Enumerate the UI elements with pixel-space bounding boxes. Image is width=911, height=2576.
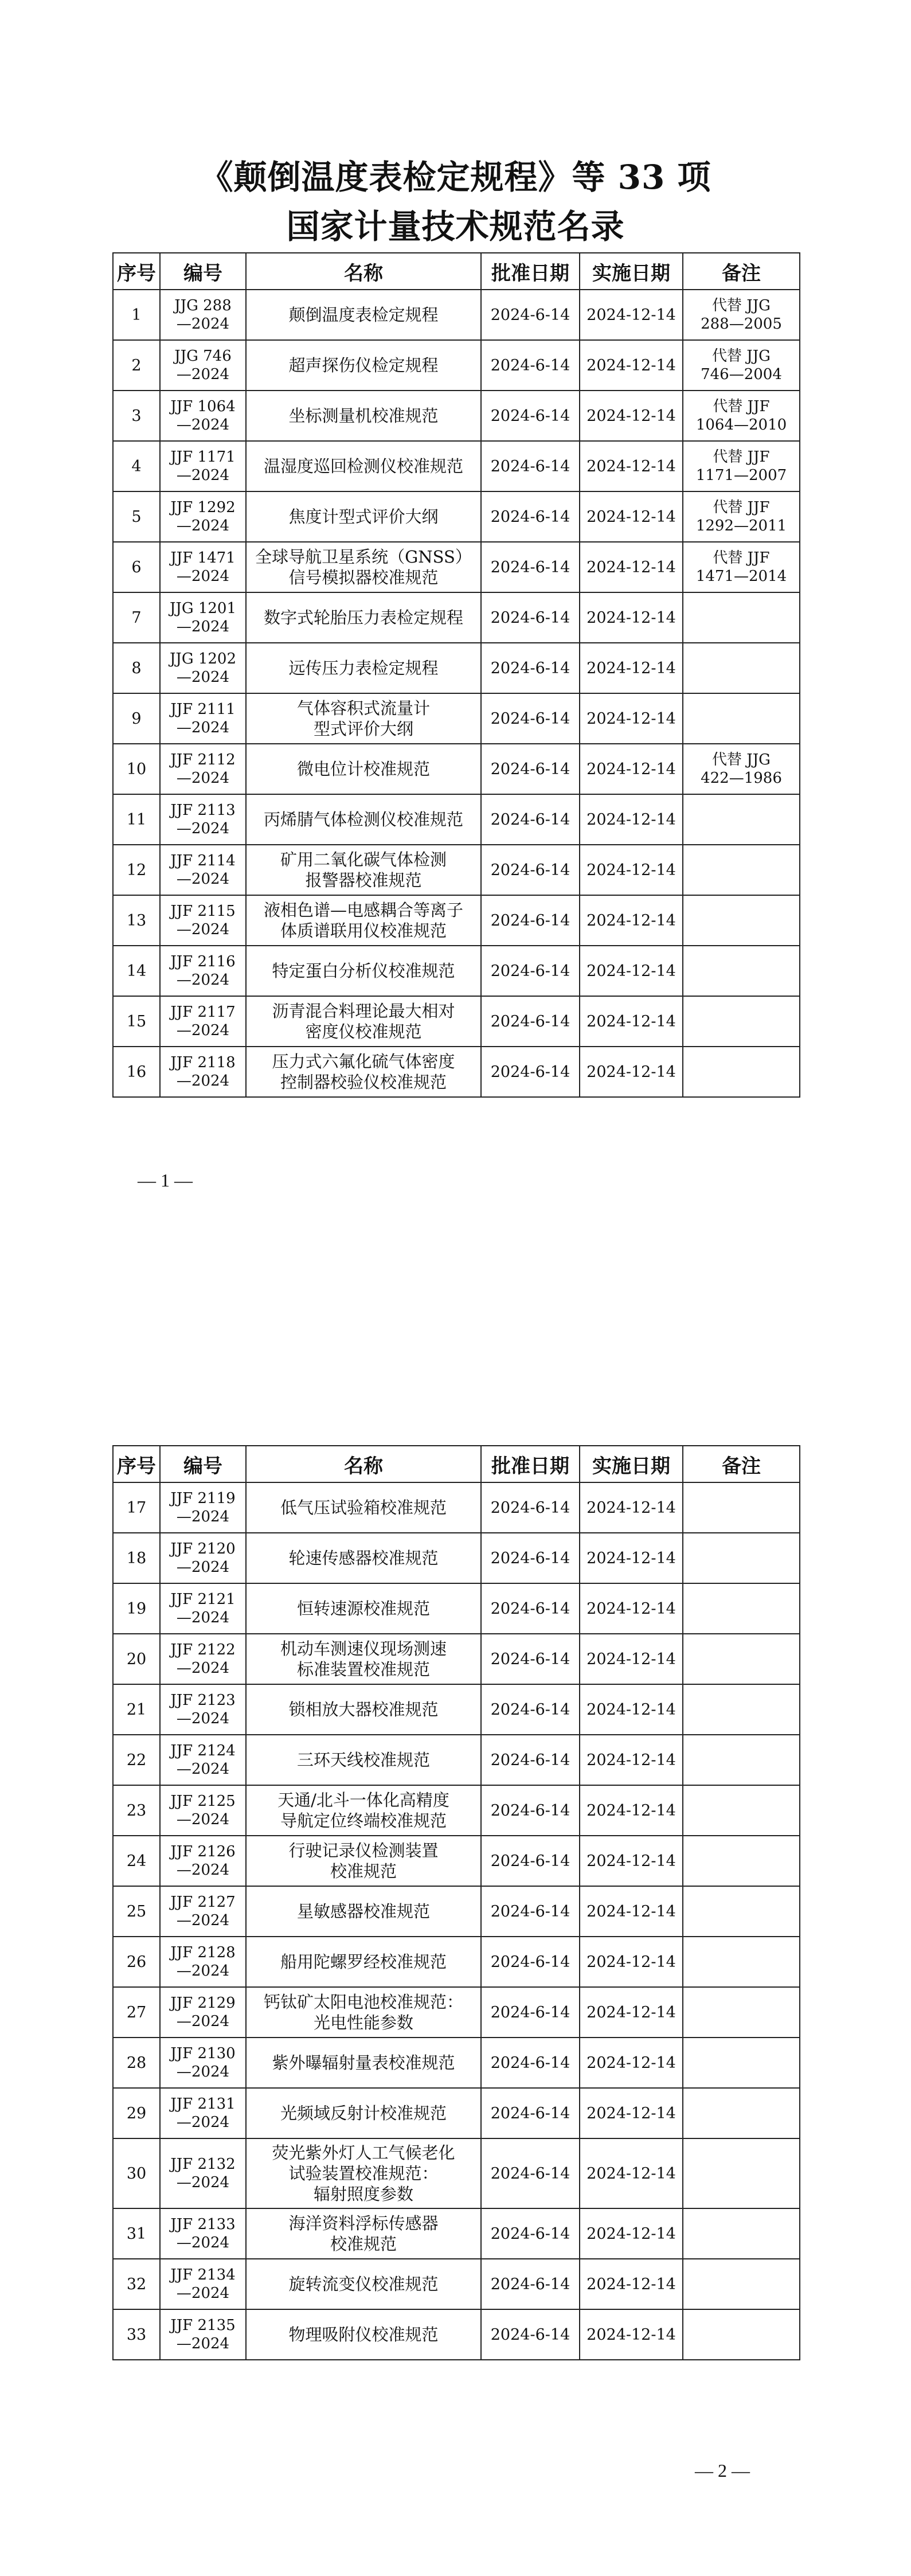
cell-effective-date: 2024-12-14 [580, 1886, 683, 1937]
cell-no: 10 [113, 744, 160, 794]
cell-approved-date: 2024-6-14 [481, 1836, 580, 1886]
table-row [113, 1886, 800, 1937]
cell-no: 21 [113, 1684, 160, 1735]
cell-remark [683, 845, 800, 895]
cell-remark [683, 2208, 800, 2259]
cell-no: 4 [113, 441, 160, 491]
cell-code: JJF 1292 —2024 [160, 491, 246, 542]
page-number-1: — 1 — [138, 1170, 193, 1191]
cell-code: JJF 2132 —2024 [160, 2138, 246, 2208]
cell-code: JJF 2115 —2024 [160, 895, 246, 946]
cell-approved-date: 2024-6-14 [481, 441, 580, 491]
table-row [113, 542, 800, 592]
cell-effective-date: 2024-12-14 [580, 340, 683, 391]
cell-approved-date: 2024-6-14 [481, 1886, 580, 1937]
cell-remark: 代替 JJG 746—2004 [683, 340, 800, 391]
cell-name: 锁相放大器校准规范 [246, 1684, 481, 1735]
cell-no: 25 [113, 1886, 160, 1937]
table-row [113, 1836, 800, 1886]
cell-no: 17 [113, 1482, 160, 1533]
table-row [113, 845, 800, 895]
cell-remark [683, 1785, 800, 1836]
cell-approved-date: 2024-6-14 [481, 895, 580, 946]
cell-remark [683, 946, 800, 996]
cell-effective-date: 2024-12-14 [580, 391, 683, 441]
cell-no: 5 [113, 491, 160, 542]
page-number-2: — 2 — [695, 2460, 750, 2481]
cell-effective-date: 2024-12-14 [580, 1684, 683, 1735]
cell-remark: 代替 JJG 422—1986 [683, 744, 800, 794]
cell-no: 22 [113, 1735, 160, 1785]
cell-name: 全球导航卫星系统（GNSS） 信号模拟器校准规范 [246, 542, 481, 592]
table-row [113, 1533, 800, 1583]
document-title-line1: 《颠倒温度表检定规程》等 33 项 [200, 158, 711, 197]
cell-code: JJF 2116 —2024 [160, 946, 246, 996]
cell-name: 海洋资料浮标传感器 校准规范 [246, 2208, 481, 2259]
cell-code: JJF 2117 —2024 [160, 996, 246, 1047]
header-name: 名称 [246, 253, 481, 290]
cell-effective-date: 2024-12-14 [580, 1533, 683, 1583]
cell-no: 6 [113, 542, 160, 592]
cell-no: 28 [113, 2038, 160, 2088]
cell-name: 光频域反射计校准规范 [246, 2088, 481, 2138]
header-approved-date: 批准日期 [481, 253, 580, 290]
cell-code: JJF 2121 —2024 [160, 1583, 246, 1634]
table-row [113, 290, 800, 340]
cell-code: JJF 1471 —2024 [160, 542, 246, 592]
cell-remark [683, 1482, 800, 1533]
cell-remark [683, 693, 800, 744]
cell-effective-date: 2024-12-14 [580, 2309, 683, 2360]
table-row [113, 491, 800, 542]
cell-name: 行驶记录仪检测装置 校准规范 [246, 1836, 481, 1886]
table-body-page1 [113, 290, 800, 1097]
cell-code: JJF 2126 —2024 [160, 1836, 246, 1886]
cell-code: JJF 2118 —2024 [160, 1047, 246, 1097]
standards-table-page1 [112, 252, 800, 1098]
cell-code: JJF 2124 —2024 [160, 1735, 246, 1785]
cell-no: 12 [113, 845, 160, 895]
table-row [113, 1047, 800, 1097]
cell-name: 焦度计型式评价大纲 [246, 491, 481, 542]
table-row [113, 1482, 800, 1533]
cell-remark [683, 1836, 800, 1886]
cell-effective-date: 2024-12-14 [580, 542, 683, 592]
cell-approved-date: 2024-6-14 [481, 1583, 580, 1634]
cell-name: 压力式六氟化硫气体密度 控制器校验仪校准规范 [246, 1047, 481, 1097]
cell-name: 微电位计校准规范 [246, 744, 481, 794]
table-row [113, 1583, 800, 1634]
cell-name: 远传压力表检定规程 [246, 643, 481, 693]
table-row [113, 693, 800, 744]
cell-no: 29 [113, 2088, 160, 2138]
document-title-line2: 国家计量技术规范名录 [286, 207, 625, 246]
cell-no: 27 [113, 1987, 160, 2038]
cell-remark [683, 2309, 800, 2360]
cell-remark [683, 1583, 800, 1634]
cell-no: 24 [113, 1836, 160, 1886]
cell-name: 星敏感器校准规范 [246, 1886, 481, 1937]
cell-code: JJF 2130 —2024 [160, 2038, 246, 2088]
cell-code: JJF 2123 —2024 [160, 1684, 246, 1735]
cell-remark [683, 1886, 800, 1937]
cell-name: 特定蛋白分析仪校准规范 [246, 946, 481, 996]
cell-effective-date: 2024-12-14 [580, 996, 683, 1047]
table-row [113, 1987, 800, 2038]
cell-code: JJF 1064 —2024 [160, 391, 246, 441]
header-no: 序号 [113, 253, 160, 290]
cell-remark [683, 1684, 800, 1735]
cell-no: 32 [113, 2259, 160, 2309]
cell-effective-date: 2024-12-14 [580, 1785, 683, 1836]
cell-no: 18 [113, 1533, 160, 1583]
cell-name: 船用陀螺罗经校准规范 [246, 1937, 481, 1987]
table-row [113, 794, 800, 845]
header-remark: 备注 [683, 253, 800, 290]
cell-approved-date: 2024-6-14 [481, 1482, 580, 1533]
cell-remark [683, 1735, 800, 1785]
cell-name: 钙钛矿太阳电池校准规范： 光电性能参数 [246, 1987, 481, 2038]
cell-remark [683, 895, 800, 946]
cell-name: 温湿度巡回检测仪校准规范 [246, 441, 481, 491]
cell-approved-date: 2024-6-14 [481, 845, 580, 895]
cell-code: JJF 2134 —2024 [160, 2259, 246, 2309]
cell-no: 20 [113, 1634, 160, 1684]
table-header-row [113, 1446, 800, 1482]
cell-approved-date: 2024-6-14 [481, 1987, 580, 2038]
cell-no: 33 [113, 2309, 160, 2360]
table-row [113, 1937, 800, 1987]
table-row [113, 2138, 800, 2208]
cell-remark [683, 1047, 800, 1097]
cell-approved-date: 2024-6-14 [481, 1785, 580, 1836]
cell-effective-date: 2024-12-14 [580, 2259, 683, 2309]
table-row [113, 391, 800, 441]
cell-name: 沥青混合料理论最大相对 密度仪校准规范 [246, 996, 481, 1047]
cell-name: 物理吸附仪校准规范 [246, 2309, 481, 2360]
cell-code: JJF 2135 —2024 [160, 2309, 246, 2360]
cell-no: 26 [113, 1937, 160, 1987]
cell-approved-date: 2024-6-14 [481, 542, 580, 592]
cell-effective-date: 2024-12-14 [580, 794, 683, 845]
cell-name: 恒转速源校准规范 [246, 1583, 481, 1634]
cell-name: 机动车测速仪现场测速 标准装置校准规范 [246, 1634, 481, 1684]
cell-effective-date: 2024-12-14 [580, 643, 683, 693]
cell-name: 超声探伤仪检定规程 [246, 340, 481, 391]
cell-approved-date: 2024-6-14 [481, 2259, 580, 2309]
cell-remark [683, 2259, 800, 2309]
cell-remark [683, 1937, 800, 1987]
table-row [113, 441, 800, 491]
cell-name: 紫外曝辐射量表校准规范 [246, 2038, 481, 2088]
cell-approved-date: 2024-6-14 [481, 1047, 580, 1097]
cell-effective-date: 2024-12-14 [580, 744, 683, 794]
cell-approved-date: 2024-6-14 [481, 391, 580, 441]
table-row [113, 1735, 800, 1785]
cell-effective-date: 2024-12-14 [580, 693, 683, 744]
table-row [113, 592, 800, 643]
cell-name: 低气压试验箱校准规范 [246, 1482, 481, 1533]
cell-approved-date: 2024-6-14 [481, 2309, 580, 2360]
cell-code: JJF 2112 —2024 [160, 744, 246, 794]
cell-approved-date: 2024-6-14 [481, 1937, 580, 1987]
cell-remark: 代替 JJF 1064—2010 [683, 391, 800, 441]
cell-no: 11 [113, 794, 160, 845]
header-code: 编号 [160, 1446, 246, 1482]
cell-no: 7 [113, 592, 160, 643]
cell-remark [683, 2038, 800, 2088]
cell-name: 矿用二氧化碳气体检测 报警器校准规范 [246, 845, 481, 895]
cell-code: JJF 2113 —2024 [160, 794, 246, 845]
table-row [113, 2208, 800, 2259]
table-row [113, 2088, 800, 2138]
header-effective-date: 实施日期 [580, 253, 683, 290]
standards-table-page2 [112, 1445, 800, 2360]
cell-code: JJF 2129 —2024 [160, 1987, 246, 2038]
cell-no: 14 [113, 946, 160, 996]
cell-approved-date: 2024-6-14 [481, 1634, 580, 1684]
cell-no: 8 [113, 643, 160, 693]
cell-code: JJF 2127 —2024 [160, 1886, 246, 1937]
cell-code: JJF 2111 —2024 [160, 693, 246, 744]
cell-remark [683, 1533, 800, 1583]
cell-remark [683, 1987, 800, 2038]
cell-no: 30 [113, 2138, 160, 2208]
cell-approved-date: 2024-6-14 [481, 643, 580, 693]
cell-effective-date: 2024-12-14 [580, 592, 683, 643]
table-row [113, 340, 800, 391]
cell-remark: 代替 JJG 288—2005 [683, 290, 800, 340]
cell-approved-date: 2024-6-14 [481, 2088, 580, 2138]
cell-remark [683, 592, 800, 643]
cell-approved-date: 2024-6-14 [481, 2208, 580, 2259]
cell-effective-date: 2024-12-14 [580, 491, 683, 542]
table-row [113, 1785, 800, 1836]
header-name: 名称 [246, 1446, 481, 1482]
table-row [113, 2309, 800, 2360]
cell-effective-date: 2024-12-14 [580, 895, 683, 946]
cell-approved-date: 2024-6-14 [481, 340, 580, 391]
table-row [113, 2259, 800, 2309]
cell-effective-date: 2024-12-14 [580, 441, 683, 491]
cell-code: JJF 2128 —2024 [160, 1937, 246, 1987]
cell-approved-date: 2024-6-14 [481, 744, 580, 794]
table-row [113, 1634, 800, 1684]
cell-approved-date: 2024-6-14 [481, 693, 580, 744]
cell-name: 气体容积式流量计 型式评价大纲 [246, 693, 481, 744]
cell-approved-date: 2024-6-14 [481, 2138, 580, 2208]
table-row [113, 895, 800, 946]
cell-code: JJG 746 —2024 [160, 340, 246, 391]
cell-no: 19 [113, 1583, 160, 1634]
cell-name: 数字式轮胎压力表检定规程 [246, 592, 481, 643]
cell-code: JJF 2114 —2024 [160, 845, 246, 895]
cell-code: JJF 1171 —2024 [160, 441, 246, 491]
cell-name: 轮速传感器校准规范 [246, 1533, 481, 1583]
cell-approved-date: 2024-6-14 [481, 290, 580, 340]
cell-effective-date: 2024-12-14 [580, 946, 683, 996]
cell-approved-date: 2024-6-14 [481, 794, 580, 845]
cell-code: JJF 2131 —2024 [160, 2088, 246, 2138]
cell-approved-date: 2024-6-14 [481, 2038, 580, 2088]
cell-name: 天通/北斗一体化高精度 导航定位终端校准规范 [246, 1785, 481, 1836]
cell-remark [683, 2138, 800, 2208]
table-header-row [113, 253, 800, 290]
cell-code: JJF 2119 —2024 [160, 1482, 246, 1533]
cell-name: 荧光紫外灯人工气候老化 试验装置校准规范： 辐射照度参数 [246, 2138, 481, 2208]
cell-no: 3 [113, 391, 160, 441]
cell-effective-date: 2024-12-14 [580, 2208, 683, 2259]
cell-no: 16 [113, 1047, 160, 1097]
header-code: 编号 [160, 253, 246, 290]
cell-effective-date: 2024-12-14 [580, 2138, 683, 2208]
cell-approved-date: 2024-6-14 [481, 491, 580, 542]
cell-approved-date: 2024-6-14 [481, 946, 580, 996]
cell-no: 9 [113, 693, 160, 744]
cell-name: 液相色谱—电感耦合等离子 体质谱联用仪校准规范 [246, 895, 481, 946]
table-row [113, 643, 800, 693]
cell-effective-date: 2024-12-14 [580, 1047, 683, 1097]
cell-effective-date: 2024-12-14 [580, 1836, 683, 1886]
cell-remark [683, 794, 800, 845]
cell-code: JJG 288 —2024 [160, 290, 246, 340]
cell-effective-date: 2024-12-14 [580, 1634, 683, 1684]
cell-effective-date: 2024-12-14 [580, 845, 683, 895]
cell-effective-date: 2024-12-14 [580, 1987, 683, 2038]
table-body-page2 [113, 1482, 800, 2360]
cell-name: 丙烯腈气体检测仪校准规范 [246, 794, 481, 845]
table-row [113, 996, 800, 1047]
cell-no: 31 [113, 2208, 160, 2259]
cell-name: 坐标测量机校准规范 [246, 391, 481, 441]
cell-remark [683, 2088, 800, 2138]
cell-approved-date: 2024-6-14 [481, 1533, 580, 1583]
table-row [113, 2038, 800, 2088]
cell-remark: 代替 JJF 1292—2011 [683, 491, 800, 542]
cell-name: 三环天线校准规范 [246, 1735, 481, 1785]
cell-effective-date: 2024-12-14 [580, 1937, 683, 1987]
cell-no: 1 [113, 290, 160, 340]
cell-effective-date: 2024-12-14 [580, 2038, 683, 2088]
cell-name: 颠倒温度表检定规程 [246, 290, 481, 340]
cell-approved-date: 2024-6-14 [481, 592, 580, 643]
header-no: 序号 [113, 1446, 160, 1482]
cell-effective-date: 2024-12-14 [580, 290, 683, 340]
cell-code: JJF 2122 —2024 [160, 1634, 246, 1684]
cell-code: JJF 2120 —2024 [160, 1533, 246, 1583]
table-row [113, 1684, 800, 1735]
cell-remark [683, 643, 800, 693]
cell-remark: 代替 JJF 1471—2014 [683, 542, 800, 592]
cell-no: 13 [113, 895, 160, 946]
cell-remark [683, 1634, 800, 1684]
table-row [113, 946, 800, 996]
header-remark: 备注 [683, 1446, 800, 1482]
cell-name: 旋转流变仪校准规范 [246, 2259, 481, 2309]
cell-remark: 代替 JJF 1171—2007 [683, 441, 800, 491]
table-row [113, 744, 800, 794]
cell-code: JJF 2133 —2024 [160, 2208, 246, 2259]
cell-no: 23 [113, 1785, 160, 1836]
cell-no: 15 [113, 996, 160, 1047]
cell-approved-date: 2024-6-14 [481, 996, 580, 1047]
cell-approved-date: 2024-6-14 [481, 1684, 580, 1735]
header-approved-date: 批准日期 [481, 1446, 580, 1482]
cell-effective-date: 2024-12-14 [580, 2088, 683, 2138]
cell-effective-date: 2024-12-14 [580, 1482, 683, 1533]
cell-effective-date: 2024-12-14 [580, 1735, 683, 1785]
cell-code: JJG 1202 —2024 [160, 643, 246, 693]
cell-code: JJF 2125 —2024 [160, 1785, 246, 1836]
cell-remark [683, 996, 800, 1047]
cell-no: 2 [113, 340, 160, 391]
cell-effective-date: 2024-12-14 [580, 1583, 683, 1634]
cell-approved-date: 2024-6-14 [481, 1735, 580, 1785]
header-effective-date: 实施日期 [580, 1446, 683, 1482]
cell-code: JJG 1201 —2024 [160, 592, 246, 643]
